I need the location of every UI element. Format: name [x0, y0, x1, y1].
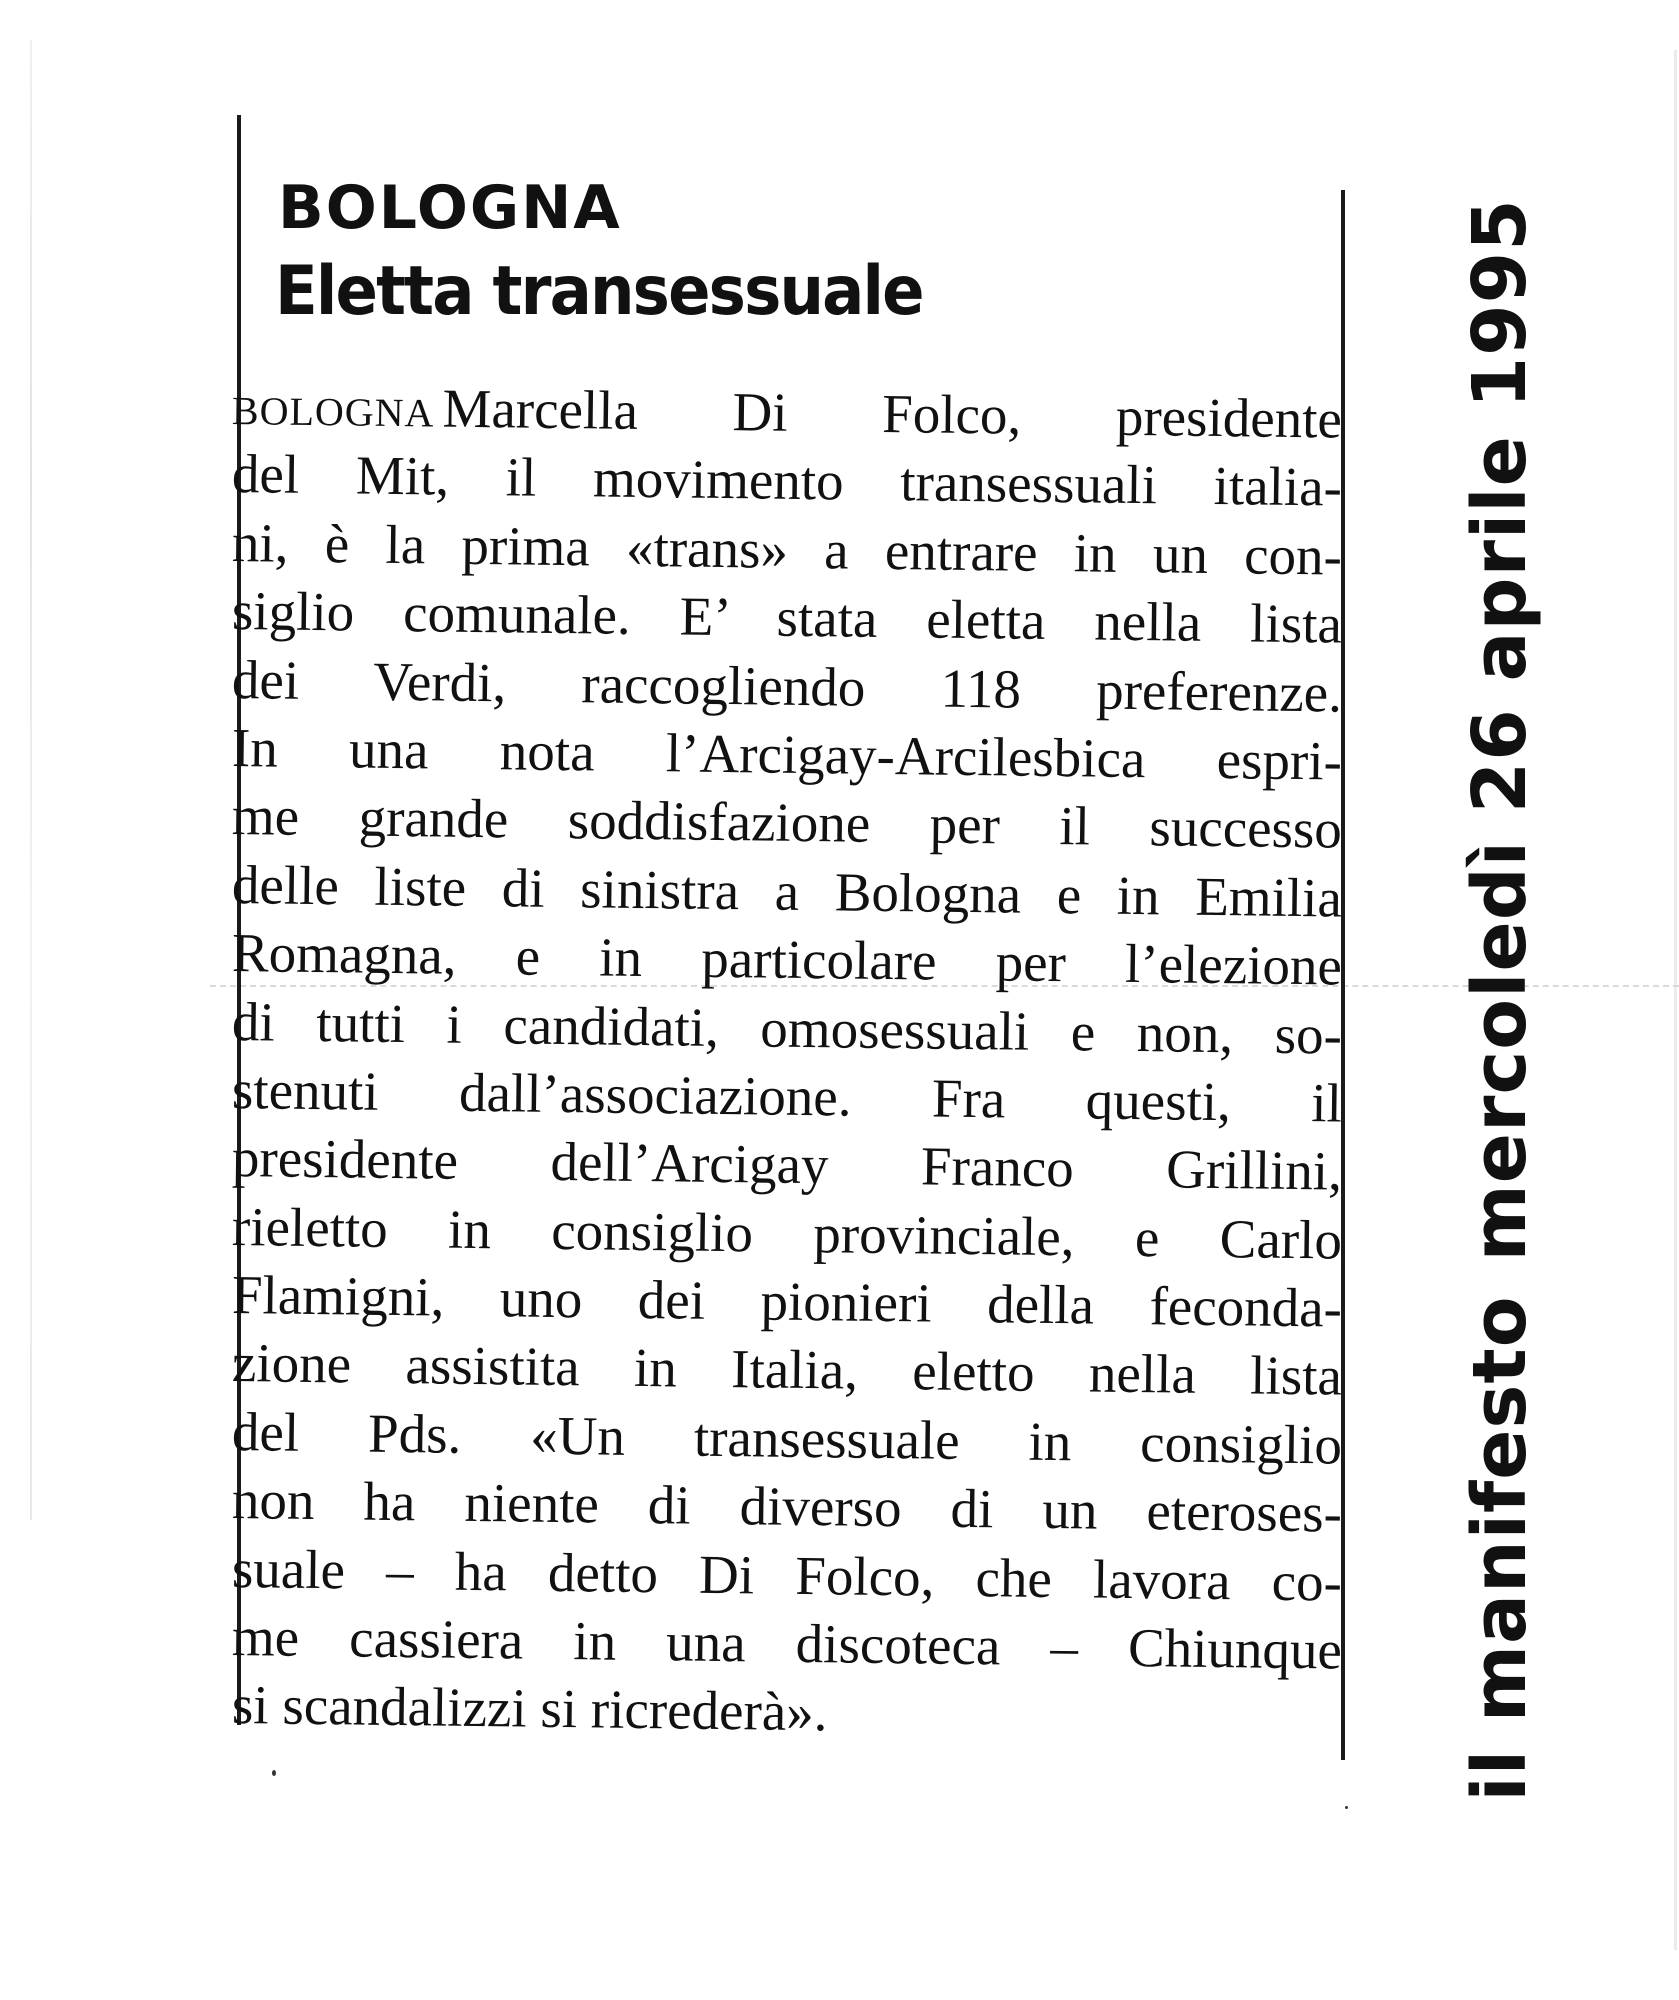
article-line: non ha niente di diverso di un eteroses- — [231, 1469, 1343, 1544]
article-line: siglio comunale. E’ stata eletta nella lista — [231, 580, 1343, 655]
publication-date: mercoledì 26 aprile 1995 — [1457, 198, 1543, 1262]
article-headline: Eletta transessuale — [275, 252, 923, 331]
article-line: stenuti dall’associazione. Fra questi, il — [231, 1058, 1343, 1134]
article-line: me grande soddisfazione per il successo — [231, 785, 1343, 860]
article-dateline: BOLOGNA — [231, 388, 435, 436]
source-citation — [1457, 198, 1543, 1802]
article-line: Flamigni, uno dei pionieri della feconda- — [231, 1264, 1343, 1339]
article-line: rieletto in consiglio provinciale, e Carlo — [231, 1195, 1343, 1271]
scan-edge-left — [30, 40, 32, 1520]
scan-speck — [272, 1770, 276, 1776]
article-line: si scandalizzi si ricrederà». — [231, 1674, 828, 1743]
article-line: del Mit, il movimento transessuali italia- — [231, 443, 1343, 518]
article-kicker: BOLOGNA — [278, 173, 622, 243]
article-line: del Pds. «Un transessuale in consiglio — [231, 1400, 1343, 1476]
article-line: suale – ha detto Di Folco, che lavora co- — [231, 1537, 1343, 1613]
article-line: ni, è la prima «trans» a entrare in un con- — [231, 511, 1343, 587]
article-line: In una nota l’Arcigay-Arcilesbica espri- — [231, 716, 1343, 792]
article-line: presidente dell’Arcigay Franco Grillini, — [231, 1127, 1343, 1202]
scan-speck — [1345, 1806, 1348, 1809]
newspaper-name: il manifesto — [1457, 1295, 1543, 1802]
article-line: delle liste di sinistra a Bologna e in Emilia — [231, 853, 1343, 929]
article-line: me cassiera in una discoteca – Chiunque — [231, 1606, 1343, 1681]
article-line: di tutti i candidati, omosessuali e non, so- — [231, 990, 1343, 1066]
article-line: zione assistita in Italia, eletto nella lista — [231, 1332, 1343, 1408]
scan-edge-right — [1674, 50, 1677, 1950]
article-line: dei Verdi, raccogliendo 118 preferenze. — [231, 648, 1343, 724]
article-body — [231, 372, 1343, 1743]
article-line: Romagna, e in particolare per l’elezione — [231, 922, 1343, 997]
article-line: BOLOGNA Marcella Di Folco, presidente — [231, 377, 1343, 450]
